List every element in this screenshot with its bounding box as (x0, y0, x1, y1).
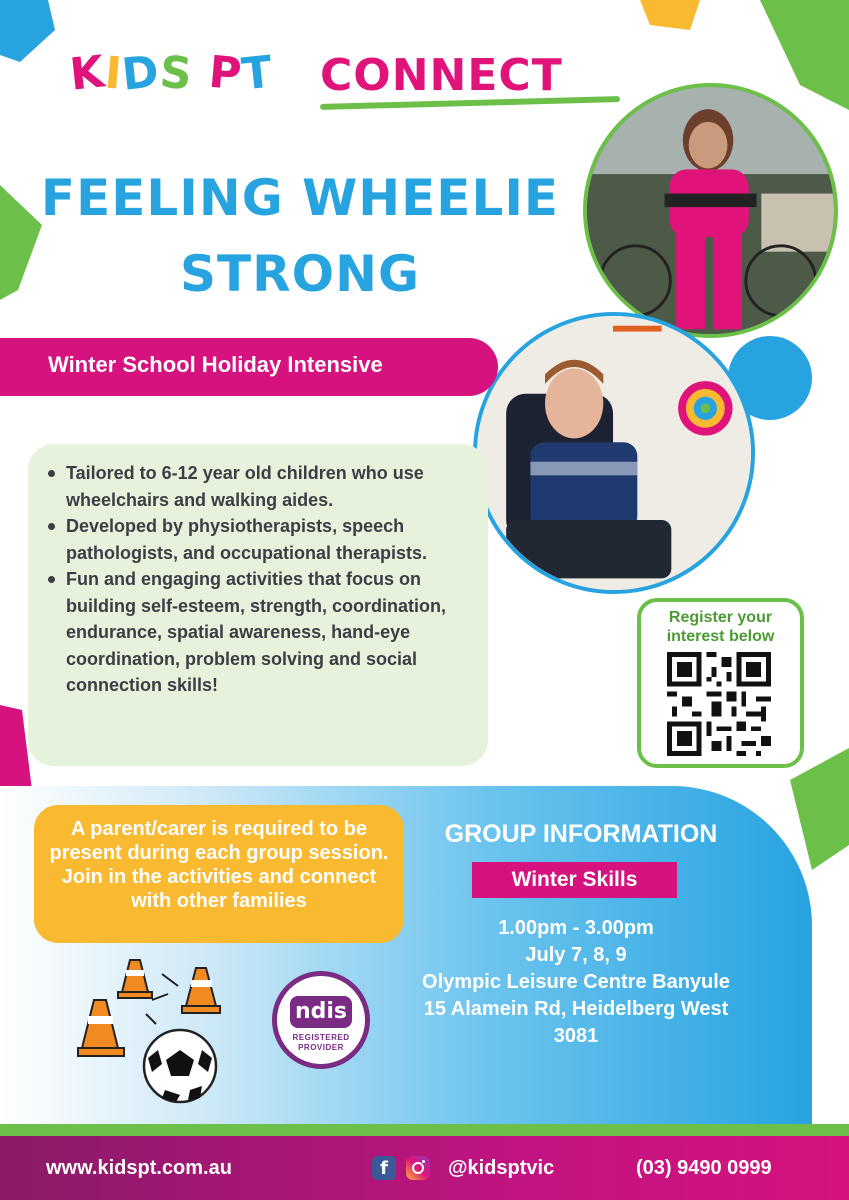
winter-skills-tag: Winter Skills (472, 862, 677, 898)
parent-carer-note: A parent/carer is required to be present during each group session. Join in the activities and connect with other families (49, 818, 389, 912)
ndis-sub-line-1: REGISTERED (292, 1033, 350, 1042)
logo-letter: D (119, 46, 163, 101)
cone-icon (78, 1000, 124, 1056)
yellow-shape-top (640, 0, 700, 30)
facebook-icon[interactable]: f (372, 1156, 396, 1180)
photo-boy-wheelchair (473, 312, 755, 594)
program-features-list (48, 460, 480, 699)
register-interest-label: Register your interest below (666, 609, 775, 645)
kids-pt-connect-logo (67, 38, 590, 118)
title-line-2: STRONG (179, 245, 420, 303)
ndis-sub-line-2: PROVIDER (298, 1043, 344, 1052)
logo-letter: P (206, 46, 245, 101)
logo-letter: K (67, 46, 108, 101)
group-info-heading: GROUP INFORMATION (444, 820, 718, 848)
logo-kids-pt (67, 46, 276, 101)
instagram-icon[interactable] (406, 1156, 430, 1180)
feature-item: Developed by physiotherapists, speech pathologists, and occupational therapists. (48, 513, 480, 566)
blue-shape-top-left (0, 0, 55, 62)
green-shape-top-right (760, 0, 849, 110)
qr-code[interactable] (667, 652, 771, 756)
ndis-logo-text: ndis (290, 996, 352, 1028)
website-link[interactable]: www.kidspt.com.au (46, 1157, 232, 1179)
ndis-registered-provider-badge (272, 971, 370, 1069)
session-dates: July 7, 8, 9 (525, 944, 627, 966)
page-title (30, 160, 570, 312)
photo-girl-illustration (587, 87, 834, 334)
title-line-1: FEELING WHEELIE (40, 169, 560, 227)
logo-connect: CONNECT (320, 50, 563, 101)
venue-address: 15 Alamein Rd, Heidelberg West (423, 998, 729, 1020)
logo-letter: I (102, 47, 125, 100)
logo-letter: T (239, 46, 276, 101)
cone-icon (182, 968, 220, 1013)
photo-girl-standing (583, 83, 838, 338)
footer-green-strip (0, 1124, 849, 1136)
session-time: 1.00pm - 3.00pm (498, 917, 654, 939)
cones-and-ball-illustration (70, 950, 250, 1110)
venue-name: Olympic Leisure Centre Banyule (422, 971, 730, 993)
photo-boy-illustration (477, 316, 751, 590)
phone-number[interactable]: (03) 9490 0999 (636, 1157, 772, 1179)
social-handle[interactable]: @kidsptvic (448, 1157, 555, 1179)
green-shape-right-lower (790, 748, 849, 870)
feature-item: Fun and engaging activities that focus on building self-esteem, strength, coordination, endurance, spatial awareness, hand-eye coordination, problem solving and social connection skills! (48, 566, 480, 699)
group-details (406, 915, 746, 1050)
venue-postcode: 3081 (553, 1025, 599, 1047)
soccer-ball-icon (144, 1030, 216, 1102)
cone-icon (118, 960, 152, 998)
banner-text: Winter School Holiday Intensive (48, 352, 383, 377)
feature-item: Tailored to 6-12 year old children who use wheelchairs and walking aides. (48, 460, 480, 513)
logo-letter: S (157, 46, 195, 101)
